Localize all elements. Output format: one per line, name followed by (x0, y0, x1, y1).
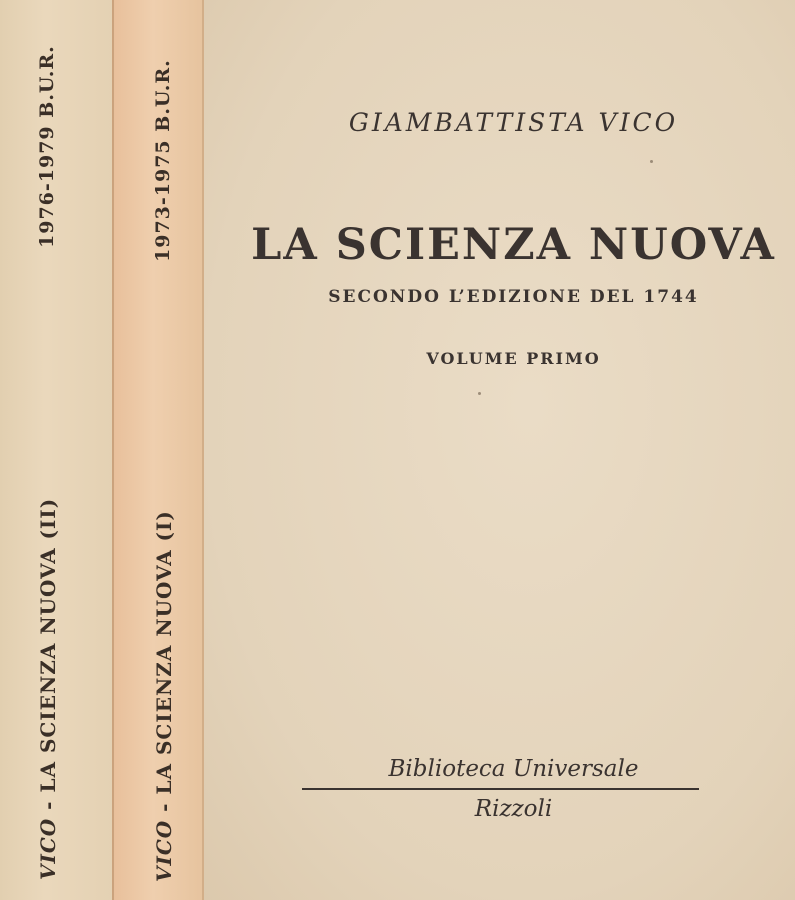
spine-vol2-author: VICO (36, 817, 60, 880)
spine-vol2-title (36, 498, 60, 880)
spine-volume-2 (0, 0, 112, 900)
spine-vol1-title-text: - LA SCIENZA NUOVA (I) (152, 510, 176, 812)
spine-volume-1 (112, 0, 204, 900)
cover-publisher-name: Rizzoli (474, 796, 553, 822)
spine-vol1-author: VICO (152, 819, 176, 882)
paper-speck (650, 160, 653, 163)
publisher-divider (302, 788, 699, 790)
cover-title: LA SCIENZA NUOVA (251, 220, 776, 270)
cover-author: GIAMBATTISTA VICO (348, 108, 679, 137)
spine-vol1-years-label: 1973-1975 B.U.R. (152, 59, 174, 262)
spine-vol2-title-text: - LA SCIENZA NUOVA (II) (36, 497, 60, 810)
spine-vol2-years-label: 1976-1979 B.U.R. (36, 45, 58, 248)
cover-edition: SECONDO L’EDIZIONE DEL 1744 (328, 287, 699, 307)
cover-publisher-series: Biblioteca Universale (388, 756, 639, 782)
cover-volume: VOLUME PRIMO (426, 349, 601, 368)
paper-speck (478, 392, 481, 395)
book-front-cover (204, 0, 795, 900)
spine-vol1-title (152, 510, 176, 882)
